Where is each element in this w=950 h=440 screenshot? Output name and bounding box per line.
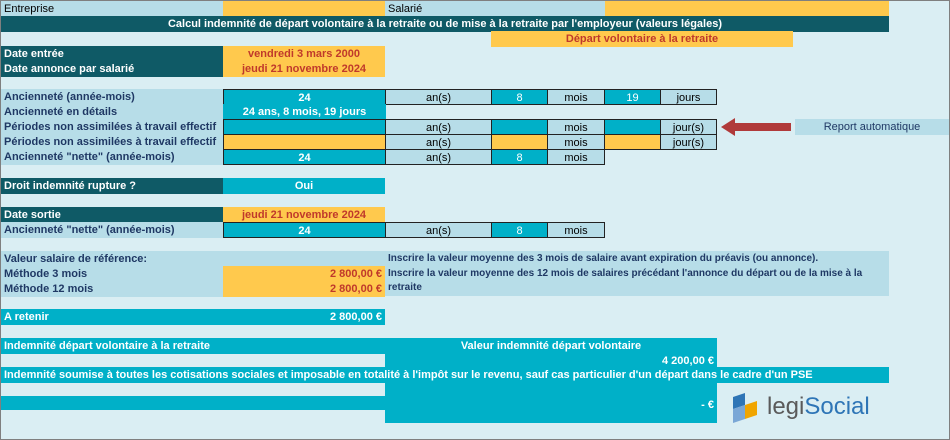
date-sortie-label: Date sortie [1,207,223,223]
periodes-months-unit-2: mois [547,134,605,150]
date-entree-label: Date entrée [1,46,223,62]
indemnite-label: Indemnité départ volontaire à la retraite [1,338,385,354]
date-entree-input[interactable]: vendredi 3 mars 2000 [223,46,385,62]
indemnite-bottom-left [1,396,385,410]
entreprise-input[interactable] [223,1,385,17]
logo-text-a: legi [767,393,805,420]
salarie-label: Salarié [385,1,605,17]
anciennete-days-unit: jours [660,89,717,105]
periodes-years-unit-1: an(s) [385,119,492,135]
logo-text-b: Social [804,393,870,420]
page-title: Calcul indemnité de départ volontaire à la retraite ou de mise à la retraite par l'employeur (valeurs légales) [1,16,889,32]
logo-cube-icon [727,393,763,423]
anciennete-nette-label: Ancienneté "nette" (année-mois) [1,149,223,165]
sortie-nette-years: 24 [223,222,386,238]
anciennete-months: 8 [491,89,548,105]
a-retenir-label: A retenir [1,309,223,325]
date-sortie-input[interactable]: jeudi 21 novembre 2024 [223,207,385,223]
periodes-years-1 [223,119,386,135]
droit-indemnite-value: Oui [223,178,385,194]
anciennete-years: 24 [223,89,386,105]
periodes-months-1 [491,119,548,135]
periodes-label-1: Périodes non assimilées à travail effectif [1,119,223,135]
methode12-label: Méthode 12 mois [1,281,223,297]
sortie-nette-label: Ancienneté "nette" (année-mois) [1,222,223,238]
anciennete-nette-months: 8 [491,149,548,165]
methode3-label: Méthode 3 mois [1,266,223,282]
note-12-mois: Inscrire la valeur moyenne des 12 mois de salaires précédant l'annonce du départ ou de la mise à la retraite [385,266,889,296]
sortie-nette-months-unit: mois [547,222,605,238]
anciennete-days: 19 [604,89,661,105]
anciennete-details-label: Ancienneté en détails [1,104,223,120]
periodes-months-unit-1: mois [547,119,605,135]
salaire-ref-label: Valeur salaire de référence: [1,251,223,267]
date-annonce-label: Date annonce par salarié [1,61,223,77]
indemnite-valeur-label: Valeur indemnité départ volontaire [385,338,717,354]
periodes-days-input[interactable] [604,134,661,150]
periodes-years-unit-2: an(s) [385,134,492,150]
droit-indemnite-label: Droit indemnité rupture ? [1,178,223,194]
indemnite-value: 4 200,00 € [385,353,717,369]
anciennete-nette-years: 24 [223,149,386,165]
periodes-years-input[interactable] [223,134,386,150]
periodes-label-2: Périodes non assimilées à travail effectif [1,134,223,150]
indemnite-note: Indemnité soumise à toutes les cotisations sociales et imposable en totalité à l'impôt sur le revenu, sauf cas particulier d'un départ dans le cadre d'un PSE [1,367,889,383]
periodes-months-input[interactable] [491,134,548,150]
anciennete-details-value: 24 ans, 8 mois, 19 jours [223,104,386,120]
sortie-nette-months: 8 [491,222,548,238]
legisocial-logo [727,391,897,425]
periodes-days-unit-1: jour(s) [660,119,717,135]
arrow-left-icon [719,116,793,138]
sortie-nette-years-unit: an(s) [385,222,492,238]
entreprise-label: Entreprise [1,1,223,17]
methode12-input[interactable]: 2 800,00 € [223,281,385,297]
a-retenir-value: 2 800,00 € [223,309,385,325]
indemnite-last-value: - € [701,399,714,411]
anciennete-years-unit: an(s) [385,89,492,105]
anciennete-nette-years-unit: an(s) [385,149,492,165]
mode-select[interactable]: Départ volontaire à la retraite [491,31,793,47]
anciennete-months-unit: mois [547,89,605,105]
report-automatique-label: Report automatique [795,119,949,135]
salarie-input[interactable] [605,1,889,17]
periodes-days-unit-2: jour(s) [660,134,717,150]
periodes-days-1 [604,119,661,135]
anciennete-label: Ancienneté (année-mois) [1,89,223,105]
salaire-ref-spacer [223,251,385,267]
anciennete-nette-months-unit: mois [547,149,605,165]
note-3-mois: Inscrire la valeur moyenne des 3 mois de salaire avant expiration du préavis (ou annonce). [385,251,889,267]
methode3-input[interactable]: 2 800,00 € [223,266,385,282]
date-annonce-input[interactable]: jeudi 21 novembre 2024 [223,61,385,77]
